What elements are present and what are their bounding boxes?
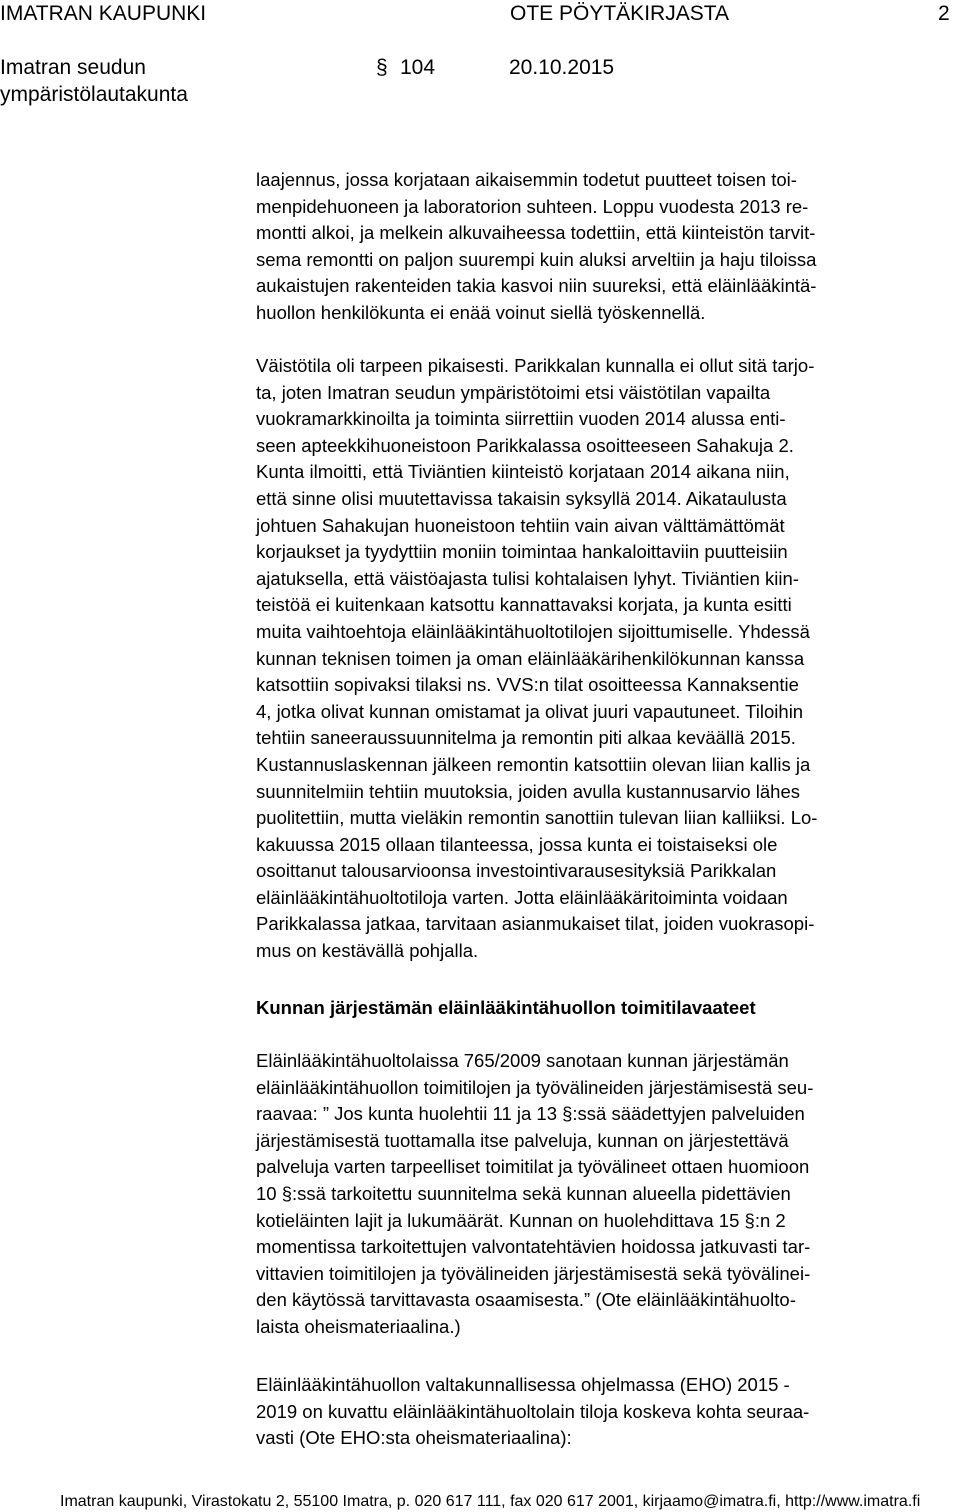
text-line: huollon henkilökunta ei enää voinut siellä työskennellä.: [256, 301, 706, 323]
text-line: muita vaihtoehtoja eläinlääkintähuoltotilojen sijoittumiselle. Yhdessä: [256, 620, 810, 642]
text-line: vuokramarkkinoilta ja toiminta siirrettiin vuoden 2014 alussa enti-: [256, 408, 786, 430]
text-line: 4, jotka olivat kunnan omistamat ja olivat juuri vapautuneet. Tiloihin: [256, 700, 804, 722]
paragraph-4: [256, 1372, 956, 1452]
paragraph-2: [256, 353, 956, 965]
text-line: sema remontti on paljon suurempi kuin aluksi arveltiin ja haju tiloissa: [256, 248, 817, 270]
text-line: korjaukset ja tyydyttiin moniin toimintaa hankaloittaviin puutteisiin: [256, 541, 788, 563]
paragraph-3: [256, 1048, 956, 1341]
text-line: laajennus, jossa korjataan aikaisemmin todetut puutteet toisen toi-: [256, 169, 797, 190]
text-line: Parikkalassa jatkaa, tarvitaan asianmukaiset tilat, joiden vuokrasopi-: [256, 913, 815, 935]
text-line: aukaistujen rakenteiden takia kasvoi niin suureksi, että eläinlääkintä-: [256, 275, 817, 297]
section-number: 104: [400, 56, 436, 79]
organization-name: IMATRAN KAUPUNKI: [0, 2, 207, 25]
text-line: järjestämisestä tuottamalla itse palveluja, kunnan on järjestettävä: [256, 1129, 789, 1151]
text-line: vasti (Ote EHO:sta oheismateriaalina):: [256, 1427, 572, 1449]
heading-text: Kunnan järjestämän eläinlääkintähuollon toimitilavaateet: [256, 997, 756, 1018]
text-line: seen apteekkihuoneistoon Parikkalassa osoitteeseen Sahakuja 2.: [256, 434, 794, 456]
text-line: ajatuksella, että väistöajasta tulisi kohtalaisen lyhyt. Tiviäntien kiin-: [256, 567, 799, 589]
text-line: kunnan teknisen toimen ja oman eläinlääkärihenkilökunnan kanssa: [256, 647, 805, 669]
text-line: Väistötila oli tarpeen pikaisesti. Parikkalan kunnalla ei ollut sitä tarjo-: [256, 355, 815, 376]
paragraph-1: [256, 167, 956, 327]
text-line: montti alkoi, ja melkein alkuvaiheessa todettiin, että kiinteistön tarvit-: [256, 222, 816, 244]
text-line: den käytössä tarvittavasta osaamisesta.” (Ote eläinlääkintähuolto-: [256, 1289, 796, 1311]
page-footer: Imatran kaupunki, Virastokatu 2, 55100 Imatra, p. 020 617 111, fax 020 617 2001, kirjaamo@imatra.fi, http://www.imatra.fi: [60, 1493, 921, 1510]
text-line: laista oheismateriaalina.): [256, 1315, 461, 1337]
text-line: 10 §:ssä tarkoitettu suunnitelma sekä kunnan alueella pidettävien: [256, 1182, 791, 1204]
text-line: eläinlääkintähuollon toimitilojen ja työvälineiden järjestämisestä seu-: [256, 1076, 814, 1098]
text-line: Kustannuslaskennan jälkeen remontin katsottiin olevan liian kallis ja: [256, 753, 811, 775]
text-line: vittavien toimitilojen ja työvälineiden järjestämisestä sekä työvälinei-: [256, 1262, 811, 1284]
text-line: johtuen Sahakujan huoneistoon tehtiin vain aivan välttämättömät: [256, 514, 785, 536]
text-line: momentissa tarkoitettujen valvontatehtävien hoidossa jatkuvasti tar-: [256, 1236, 811, 1258]
text-line: puolitettiin, mutta vieläkin remontin sanottiin tulevan liian kalliiksi. Lo-: [256, 807, 818, 829]
text-line: tehtiin saneeraussuunnitelma ja remontin piti alkaa keväällä 2015.: [256, 727, 796, 749]
text-line: ta, joten Imatran seudun ympäristötoimi etsi väistötilan vapailta: [256, 381, 771, 403]
text-line: kotieläinten lajit ja lukumäärät. Kunnan on huolehdittava 15 §:n 2: [256, 1209, 786, 1231]
text-line: katsottiin sopivaksi tilaksi ns. VVS:n tilat osoitteessa Kannaksentie: [256, 674, 799, 696]
text-line: palveluja varten tarpeelliset toimitilat ja työvälineet ottaen huomioon: [256, 1156, 810, 1178]
text-line: Eläinlääkintähuollon valtakunnallisessa ohjelmassa (EHO) 2015 -: [256, 1374, 790, 1395]
text-line: Kunta ilmoitti, että Tiviäntien kiinteistö korjataan 2014 aikana niin,: [256, 461, 790, 483]
text-line: menpidehuoneen ja laboratorion suhteen. Loppu vuodesta 2013 re-: [256, 195, 809, 217]
text-line: eläinlääkintähuoltotiloja varten. Jotta eläinlääkäritoiminta voidaan: [256, 886, 788, 908]
text-line: että sinne olisi muutettavissa takaisin syksyllä 2014. Aikataulusta: [256, 487, 787, 509]
text-line: teistöä ei kuitenkaan katsottu kannattavaksi korjata, ja kunta esitti: [256, 594, 792, 616]
meeting-date: 20.10.2015: [509, 56, 615, 79]
text-line: Eläinlääkintähuoltolaissa 765/2009 sanotaan kunnan järjestämän: [256, 1050, 789, 1071]
committee-name-line2: ympäristölautakunta: [0, 83, 188, 106]
document-type: OTE PÖYTÄKIRJASTA: [510, 2, 729, 25]
section-heading: [256, 995, 956, 1022]
page-number: 2: [938, 2, 950, 25]
section-mark: §: [376, 56, 388, 79]
text-line: raavaa: ” Jos kunta huolehtii 11 ja 13 §:ssä säädettyjen palveluiden: [256, 1103, 805, 1125]
text-line: mus on kestävällä pohjalla.: [256, 940, 479, 962]
text-line: osoittanut talousarvioonsa investointivarausesityksiä Parikkalan: [256, 860, 777, 882]
text-line: 2019 on kuvattu eläinlääkintähuoltolain tiloja koskeva kohta seuraa-: [256, 1400, 810, 1422]
text-line: kakuussa 2015 ollaan tilanteessa, jossa kunta ei toistaiseksi ole: [256, 833, 778, 855]
text-line: suunnitelmiin tehtiin muutoksia, joiden avulla kustannusarvio lähes: [256, 780, 801, 802]
committee-name-line1: Imatran seudun: [0, 56, 146, 79]
